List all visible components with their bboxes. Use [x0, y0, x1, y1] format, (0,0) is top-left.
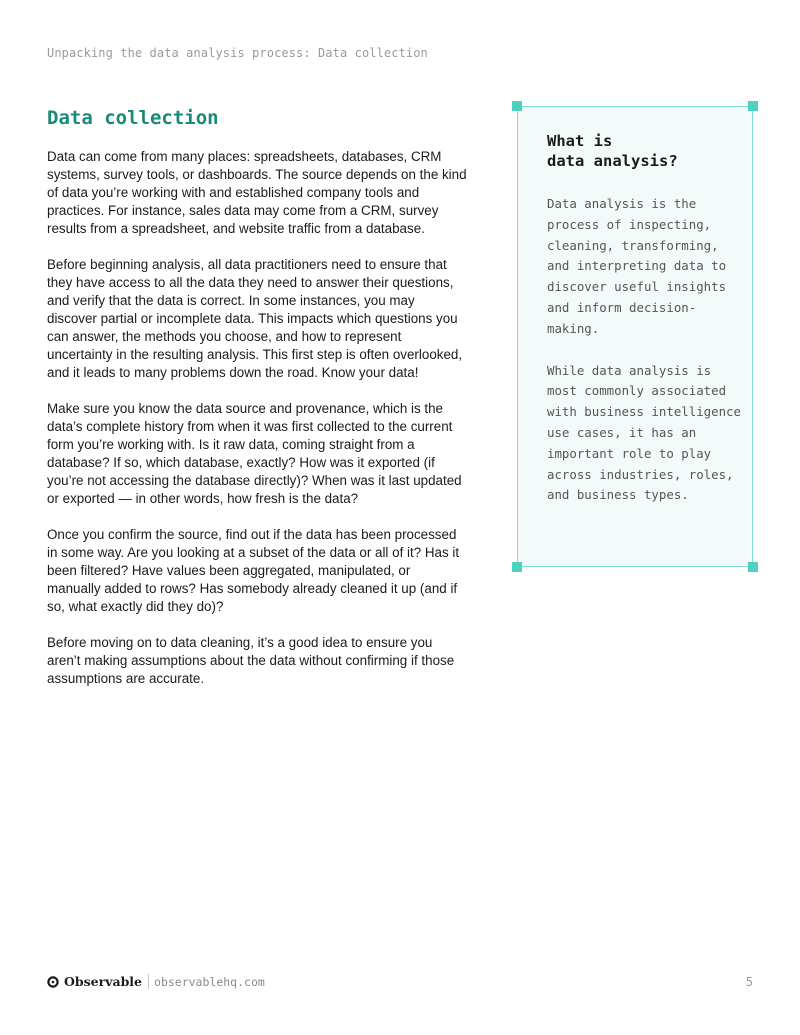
brand-name: Observable	[64, 974, 143, 989]
corner-square-icon	[748, 101, 758, 111]
callout-title	[547, 131, 737, 171]
callout-title-line: What is	[547, 132, 613, 150]
section-title: Data collection	[47, 107, 219, 129]
running-header: Unpacking the data analysis process: Data collection	[47, 46, 428, 60]
footer-url-link[interactable]: observablehq.com	[154, 974, 265, 989]
body-paragraph: Data can come from many places: spreadsheets, databases, CRM systems, survey tools, or dashboards. The source depends on the kind of data you’re working with and established company tools and practices. For instance, sales data may come from a CRM, survey results from a spreadsheet, and website traffic from a database.	[47, 149, 467, 236]
body-paragraph: Before moving on to data cleaning, it’s a good idea to ensure you aren’t making assumptions about the data without confirming if those assumptions are accurate.	[47, 635, 455, 686]
callout-title-line: data analysis?	[547, 152, 678, 170]
observable-logo-icon	[47, 976, 59, 988]
page-footer	[47, 974, 265, 989]
callout-paragraph: Data analysis is the process of inspecting, cleaning, transforming, and interpreting data to discover useful insights and inform decision-making.	[547, 196, 727, 336]
page-number: 5	[745, 975, 753, 989]
body-paragraph: Make sure you know the data source and provenance, which is the data’s complete history from when it was first collected to the current form you’re working with. Is it raw data, coming straight from a database? If so, which database, exactly? How was it exported (if you’re not accessing the database directly)? When was it last updated or exported — in other words, how fresh is the data?	[47, 401, 462, 506]
corner-square-icon	[748, 562, 758, 572]
callout-paragraph: While data analysis is most commonly associated with business intelligence use cases, it has an important role to play across industries, roles, and business types.	[547, 362, 741, 503]
body-paragraph: Before beginning analysis, all data practitioners need to ensure that they have access to all the data they need to answer their questions, and verify that the data is correct. In some instances, you may discover partial or incomplete data. This impacts which questions you can answer, the methods you choose, and how to represent uncertainty in the resulting analysis. This first step is often overlooked, and it leads to many problems down the road. Know your data!	[47, 257, 463, 380]
footer-divider	[148, 974, 149, 989]
body-paragraph: Once you confirm the source, find out if the data has been processed in some way. Are you looking at a subset of the data or all of it? Has it been filtered? Have values been aggregated, manipulated, or manually added to rows? Has somebody already cleaned it up (and if so, what exactly did they do)?	[47, 527, 460, 614]
definition-callout-box	[517, 106, 753, 567]
callout-body	[547, 194, 747, 527]
corner-square-icon	[512, 562, 522, 572]
main-column	[47, 106, 467, 706]
corner-square-icon	[512, 101, 522, 111]
